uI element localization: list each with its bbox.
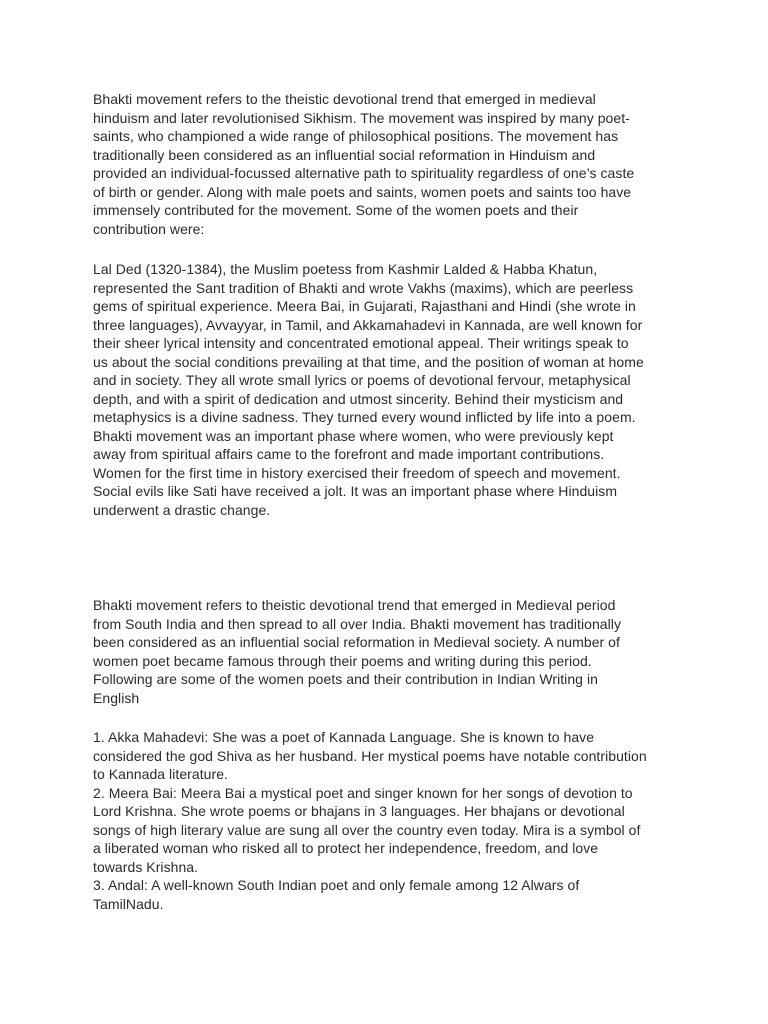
paragraph-text: Bhakti movement refers to the theistic devotional trend that emerged in medieval hinduism and later revolutionised Sikhism. The movement was inspired by many poet- saints, who championed a wide range of philosophical positions. The movement has traditionally been considered as an influential social reformation in Hinduism and provided an individual-focussed alternative path to spirituality regardless of one’s caste of birth or gender. Along with male poets and saints, women poets and saints too have immensely contributed for the movement. Some of the women poets and their contribution were: bbox=[93, 91, 635, 237]
paragraph-text: 1. Akka Mahadevi: She was a poet of Kannada Language. She is known to have considered the god Shiva as her husband. Her mystical poems have notable contribution to Kannada literature. 2. Meera Bai: Meera Bai a mystical poet and singer known for her songs of devotion to Lord Krishna. She wrote poems or bhajans in 3 languages. Her bhajans or devotional songs of high literary value are sung all over the country even today. Mira is a symbol of a liberated woman who risked all to protect her independence, freedom, and love towards Krishna. 3. Andal: A well-known South Indian poet and only female among 12 Alwars of TamilNadu. bbox=[93, 729, 647, 912]
paragraph-text: Bhakti movement refers to theistic devotional trend that emerged in Medieval period from South India and then spread to all over India. Bhakti movement has traditionally been considered as an influential social reformation in Medieval society. A number of women poet became famous through their poems and writing during this period. Following are some of the women poets and their contribution in Indian Writing in English bbox=[93, 597, 621, 706]
paragraph-poet-list bbox=[93, 728, 693, 913]
paragraph-text: Lal Ded (1320-1384), the Muslim poetess from Kashmir Lalded & Habba Khatun, represented the Sant tradition of Bhakti and wrote Vakhs (maxims), which are peerless gems of spiritual experience. Meera Bai, in Gujarati, Rajasthani and Hindi (she wrote in three languages), Avvayyar, in Tamil, and Akkamahadevi in Kannada, are well known for their sheer lyrical intensity and concentrated emotional appeal. Their writings speak to us about the social conditions prevailing at that time, and the position of woman at home and in society. They all wrote small lyrics or poems of devotional fervour, metaphysical depth, and with a spirit of dedication and utmost sincerity. Behind their mysticism and metaphysics is a divine sadness. They turned every wound inflicted by life into a poem. Bhakti movement was an important phase where women, who were previously kept away from spiritual affairs came to the forefront and made important contributions. Women for the first time in history exercised their freedom of speech and movement. Social evils like Sati have received a jolt. It was an important phase where Hinduism underwent a drastic change. bbox=[93, 261, 644, 518]
paragraph-intro bbox=[93, 90, 693, 238]
paragraph-lal-ded bbox=[93, 260, 693, 519]
paragraph-second-intro bbox=[93, 596, 693, 707]
